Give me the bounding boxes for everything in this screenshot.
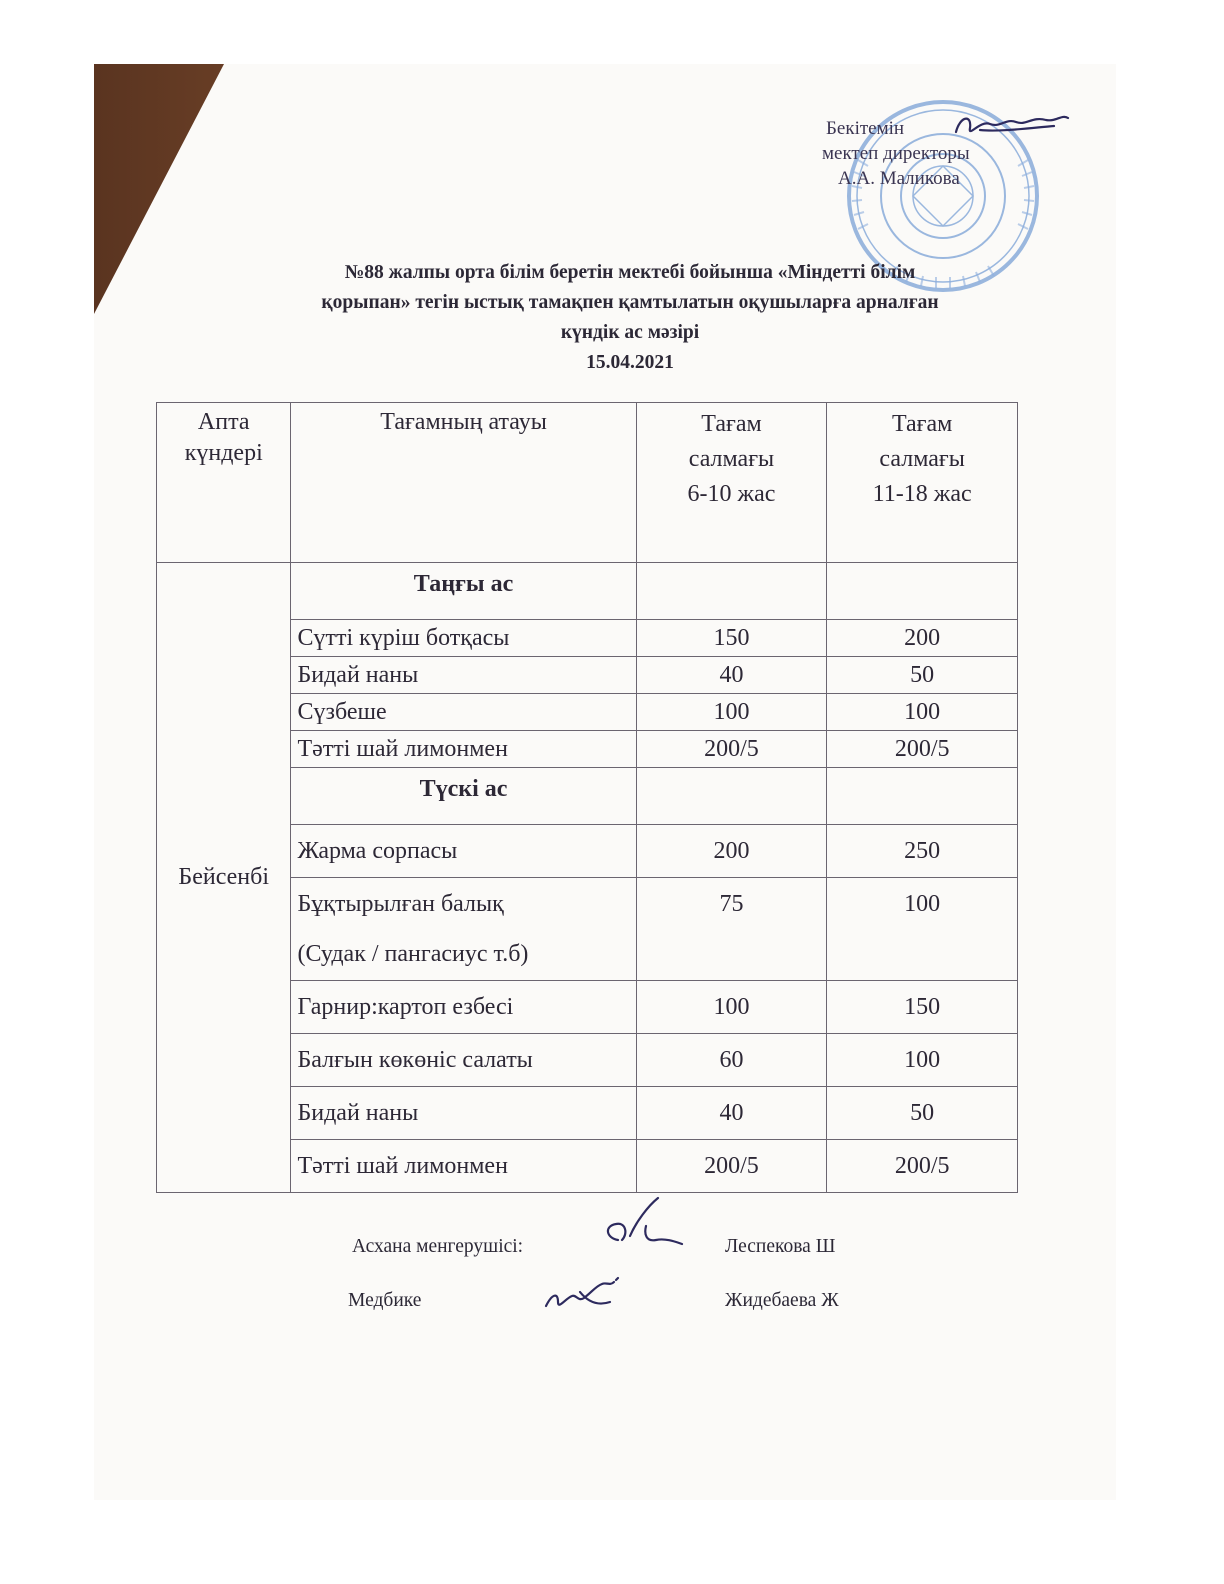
dish-name: Тәтті шай лимонмен <box>291 1140 636 1193</box>
dish-name-line-2: (Судак / пангасиус т.б) <box>297 941 529 967</box>
menu-date: 15.04.2021 <box>586 352 674 373</box>
approval-heading: Бекітемін <box>826 118 905 139</box>
dish-name: Гарнир:картоп езбесі <box>291 981 636 1034</box>
weight-11-18: 100 <box>827 878 1018 981</box>
canteen-manager-label: Асхана менгерушісі: <box>352 1236 524 1257</box>
menu-table <box>156 402 1018 1193</box>
weight-11-18: 100 <box>827 1034 1018 1087</box>
title-line-1: №88 жалпы орта білім беретін мектебі бойынша «Міндетті білім <box>344 262 916 283</box>
weight-11-18: 50 <box>827 657 1018 694</box>
weight-11-18: 200 <box>827 620 1018 657</box>
weight-6-10: 100 <box>636 694 827 731</box>
weight-11-18: 250 <box>827 825 1018 878</box>
weight-6-10: 150 <box>636 620 827 657</box>
title-line-2: қорыпан» тегін ыстық тамақпен қамтылатын оқушыларға арналған <box>321 292 939 313</box>
header-weight-11-18: Тағам салмағы 11-18 жас <box>827 403 1018 563</box>
approval-position: мектеп директоры <box>822 143 970 164</box>
header-weight-6-10: Тағам салмағы 6-10 жас <box>636 403 827 563</box>
nurse-label: Медбике <box>348 1290 422 1311</box>
weight-6-10: 200 <box>636 825 827 878</box>
dish-name: Сүтті күріш ботқасы <box>291 620 636 657</box>
document-title <box>230 258 1030 378</box>
table-header-row <box>157 403 1018 563</box>
section-title-lunch: Түскі ас <box>291 768 636 825</box>
nurse-signature <box>540 1272 630 1320</box>
dish-name: Тәтті шай лимонмен <box>291 731 636 768</box>
weekday-cell: Бейсенбі <box>157 563 291 1193</box>
weight-6-10: 60 <box>636 1034 827 1087</box>
weight-6-10: 40 <box>636 657 827 694</box>
approval-director-name: А.А. Маликова <box>838 168 960 189</box>
weight-6-10: 200/5 <box>636 731 827 768</box>
section-title-breakfast: Таңғы ас <box>291 563 636 620</box>
title-line-3: күндік ас мәзірі <box>560 322 700 343</box>
weight-6-10: 100 <box>636 981 827 1034</box>
weight-11-18: 150 <box>827 981 1018 1034</box>
section-row-breakfast <box>157 563 1018 620</box>
director-signature <box>950 108 1070 148</box>
weight-6-10: 75 <box>636 878 827 981</box>
weight-6-10: 40 <box>636 1087 827 1140</box>
canteen-manager-signature <box>596 1192 686 1258</box>
weight-11-18: 200/5 <box>827 1140 1018 1193</box>
header-dish-name: Тағамның атауы <box>291 403 636 563</box>
dish-name <box>291 878 636 981</box>
weight-11-18: 100 <box>827 694 1018 731</box>
dish-name: Бидай наны <box>291 657 636 694</box>
dish-name: Бидай наны <box>291 1087 636 1140</box>
dish-name-line-1: Бұқтырылған балық <box>297 891 504 917</box>
nurse-name: Жидебаева Ж <box>725 1290 839 1311</box>
dish-name: Сүзбеше <box>291 694 636 731</box>
weight-11-18: 50 <box>827 1087 1018 1140</box>
header-weekday: Апта күндері <box>157 403 291 563</box>
dish-name: Жарма сорпасы <box>291 825 636 878</box>
weight-11-18: 200/5 <box>827 731 1018 768</box>
weight-6-10: 200/5 <box>636 1140 827 1193</box>
dish-name: Балғын көкөніс салаты <box>291 1034 636 1087</box>
canteen-manager-name: Леспекова Ш <box>725 1236 836 1257</box>
